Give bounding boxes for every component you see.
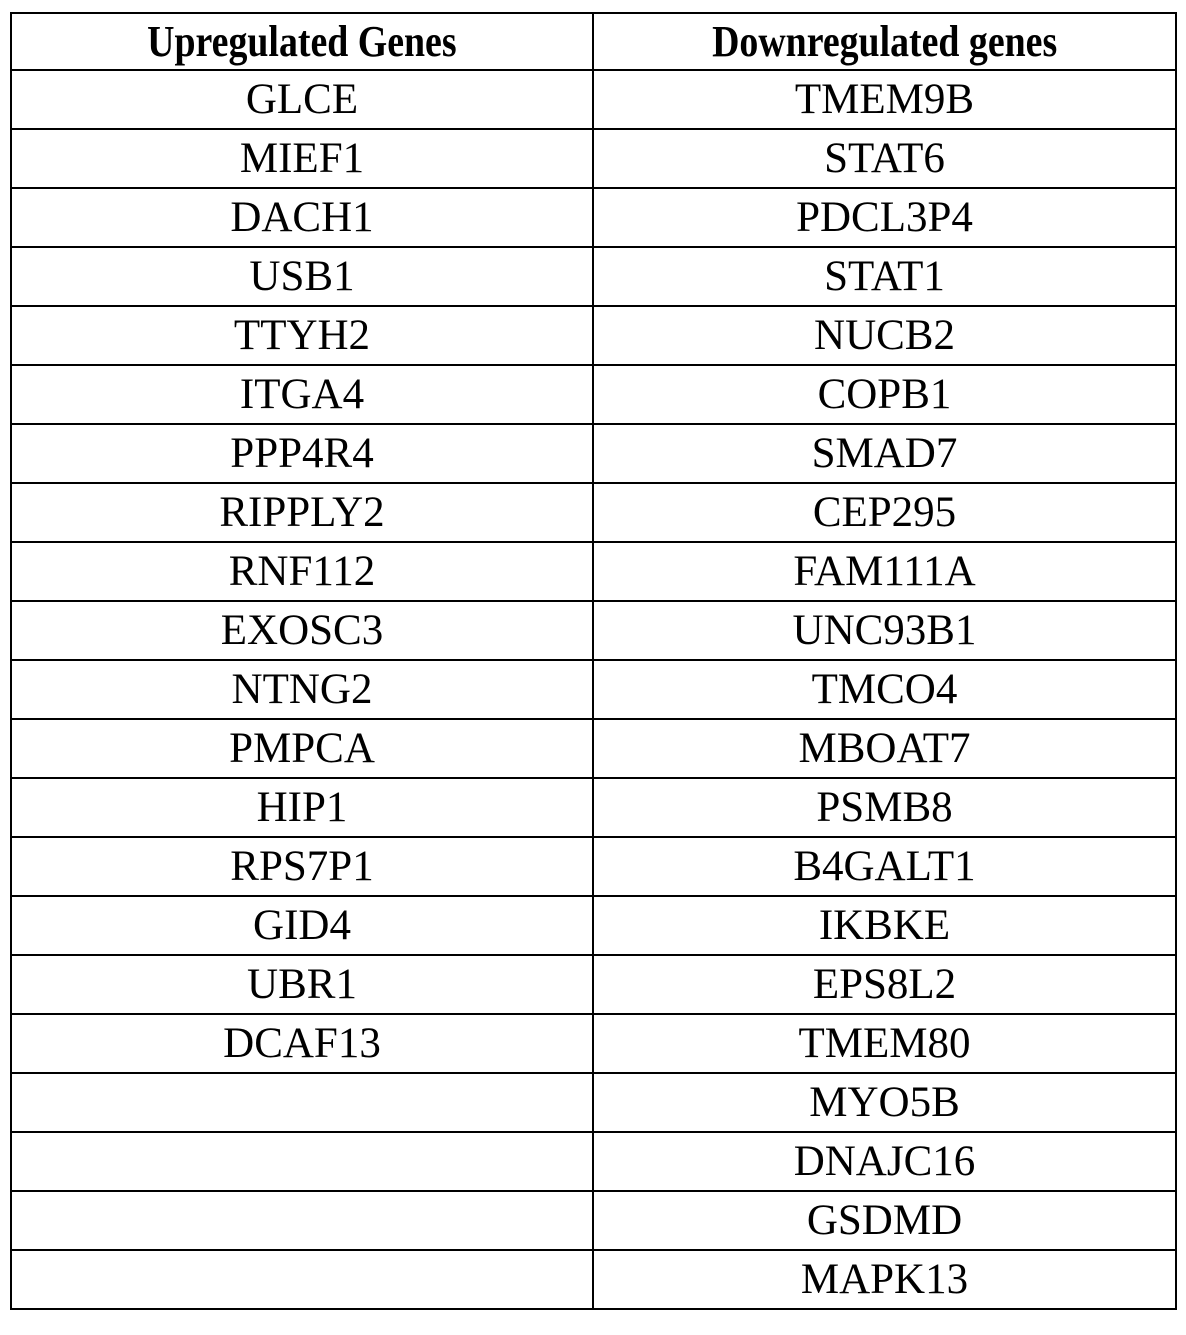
upregulated-gene-cell: NTNG2 xyxy=(11,660,593,719)
upregulated-gene-cell xyxy=(11,1073,593,1132)
table-row xyxy=(11,660,1176,719)
table-row xyxy=(11,719,1176,778)
upregulated-gene-cell: RNF112 xyxy=(11,542,593,601)
table-row xyxy=(11,542,1176,601)
table-row xyxy=(11,837,1176,896)
upregulated-gene-cell: MIEF1 xyxy=(11,129,593,188)
table-row xyxy=(11,483,1176,542)
downregulated-gene-cell: EPS8L2 xyxy=(593,955,1176,1014)
table-body xyxy=(11,70,1176,1309)
downregulated-gene-cell: SMAD7 xyxy=(593,424,1176,483)
upregulated-gene-cell: USB1 xyxy=(11,247,593,306)
table-row xyxy=(11,1132,1176,1191)
table-row xyxy=(11,778,1176,837)
table-row xyxy=(11,601,1176,660)
downregulated-gene-cell: B4GALT1 xyxy=(593,837,1176,896)
upregulated-gene-cell: PMPCA xyxy=(11,719,593,778)
table-row xyxy=(11,365,1176,424)
downregulated-gene-cell: MAPK13 xyxy=(593,1250,1176,1309)
upregulated-gene-cell xyxy=(11,1132,593,1191)
upregulated-gene-cell: DCAF13 xyxy=(11,1014,593,1073)
downregulated-gene-cell: TMEM9B xyxy=(593,70,1176,129)
downregulated-gene-cell: PDCL3P4 xyxy=(593,188,1176,247)
upregulated-gene-cell: PPP4R4 xyxy=(11,424,593,483)
table-row xyxy=(11,188,1176,247)
downregulated-gene-cell: STAT1 xyxy=(593,247,1176,306)
table-row xyxy=(11,896,1176,955)
header-upregulated xyxy=(11,13,593,70)
table-row xyxy=(11,1250,1176,1309)
upregulated-gene-cell: EXOSC3 xyxy=(11,601,593,660)
table-row xyxy=(11,424,1176,483)
header-row xyxy=(11,13,1176,70)
upregulated-gene-cell xyxy=(11,1191,593,1250)
downregulated-gene-cell: IKBKE xyxy=(593,896,1176,955)
upregulated-gene-cell xyxy=(11,1250,593,1309)
upregulated-gene-cell: UBR1 xyxy=(11,955,593,1014)
header-downregulated xyxy=(593,13,1176,70)
downregulated-gene-cell: DNAJC16 xyxy=(593,1132,1176,1191)
downregulated-gene-cell: PSMB8 xyxy=(593,778,1176,837)
downregulated-gene-cell: MYO5B xyxy=(593,1073,1176,1132)
table-row xyxy=(11,247,1176,306)
upregulated-gene-cell: DACH1 xyxy=(11,188,593,247)
upregulated-gene-cell: ITGA4 xyxy=(11,365,593,424)
downregulated-gene-cell: MBOAT7 xyxy=(593,719,1176,778)
upregulated-gene-cell: RPS7P1 xyxy=(11,837,593,896)
header-upregulated-label: Upregulated Genes xyxy=(147,20,456,64)
table-row xyxy=(11,1014,1176,1073)
downregulated-gene-cell: CEP295 xyxy=(593,483,1176,542)
table-row xyxy=(11,306,1176,365)
upregulated-gene-cell: GID4 xyxy=(11,896,593,955)
downregulated-gene-cell: TMEM80 xyxy=(593,1014,1176,1073)
table-row xyxy=(11,955,1176,1014)
upregulated-gene-cell: GLCE xyxy=(11,70,593,129)
table-row xyxy=(11,1073,1176,1132)
gene-table xyxy=(10,12,1177,1310)
upregulated-gene-cell: RIPPLY2 xyxy=(11,483,593,542)
downregulated-gene-cell: NUCB2 xyxy=(593,306,1176,365)
table-row xyxy=(11,1191,1176,1250)
table-row xyxy=(11,129,1176,188)
downregulated-gene-cell: COPB1 xyxy=(593,365,1176,424)
downregulated-gene-cell: GSDMD xyxy=(593,1191,1176,1250)
upregulated-gene-cell: TTYH2 xyxy=(11,306,593,365)
downregulated-gene-cell: FAM111A xyxy=(593,542,1176,601)
upregulated-gene-cell: HIP1 xyxy=(11,778,593,837)
header-downregulated-label: Downregulated genes xyxy=(712,20,1057,64)
table-row xyxy=(11,70,1176,129)
downregulated-gene-cell: STAT6 xyxy=(593,129,1176,188)
downregulated-gene-cell: UNC93B1 xyxy=(593,601,1176,660)
downregulated-gene-cell: TMCO4 xyxy=(593,660,1176,719)
